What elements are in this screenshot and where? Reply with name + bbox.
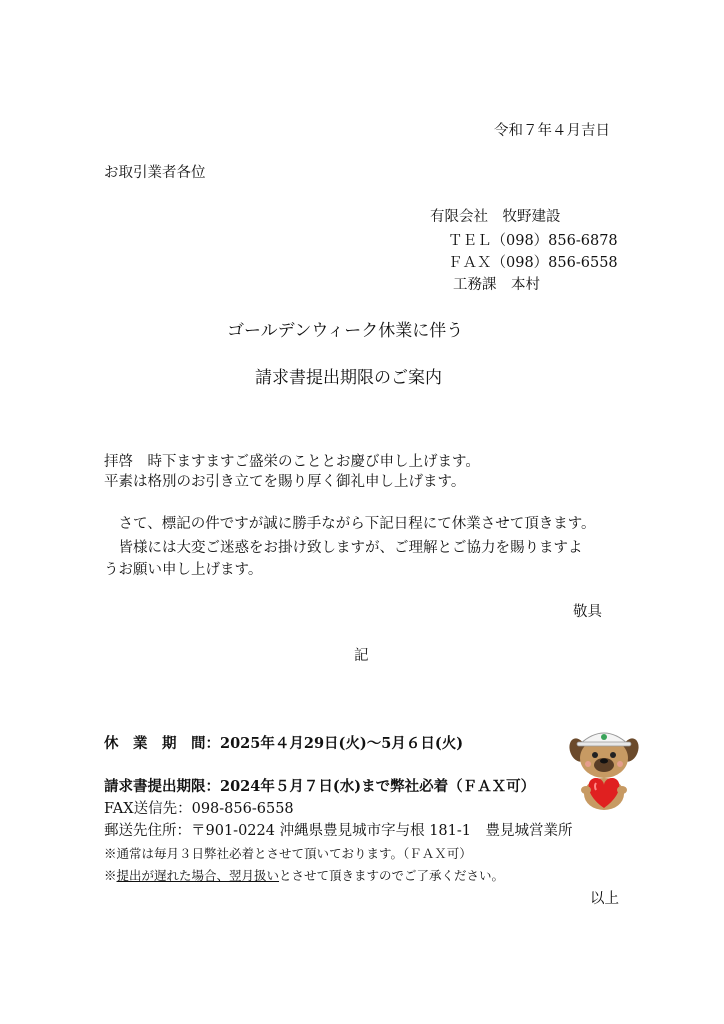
greeting-line-2: 平素は格別のお引き立てを賜り厚く御礼申し上げます。 [104, 474, 466, 490]
dog-mascot-illustration [566, 728, 642, 812]
ki-marker: 記 [354, 648, 369, 664]
greeting-line-1: 拝啓 時下ますますご盛栄のこととお慶び申し上げます。 [104, 454, 480, 470]
fax-destination: FAX送信先：098-856-6558 [104, 801, 294, 817]
sender-tel: ＴＥＬ（098）856-6878 [448, 233, 618, 249]
body-paragraph-2b: うお願い申し上げます。 [104, 562, 263, 578]
note-1: ※通常は毎月３日弊社必着とさせて頂いております。（ＦＡＸ可） [104, 846, 472, 861]
recipient: お取引業者各位 [104, 165, 206, 181]
body-paragraph-2a: 皆様には大変ご迷惑をお掛け致しますが、ご理解とご協力を賜りますよ [104, 540, 583, 556]
sender-dept: 工務課 本村 [453, 277, 540, 293]
issue-date: 令和７年４月吉日 [494, 123, 610, 139]
note-2-mark: ※ [104, 868, 117, 883]
mail-address: 郵送先住所：〒901-0224 沖縄県豊見城市字与根 181-1 豊見城営業所 [104, 823, 573, 839]
sender-company: 有限会社 牧野建設 [430, 209, 561, 225]
note-2-underlined: 提出が遅れた場合、翌月扱い [116, 868, 280, 883]
closing-keigu: 敬具 [573, 604, 602, 620]
holiday-period: 休 業 期 間：2025年４月29日(火)～5月６日(火) [104, 735, 464, 752]
end-marker: 以上 [590, 891, 619, 907]
sender-fax: ＦＡＸ（098）856-6558 [448, 255, 618, 271]
invoice-deadline: 請求書提出期限：2024年５月７日(水)まで弊社必着（ＦＡＸ可） [104, 778, 536, 795]
note-2-rest: とさせて頂きますのでご了承ください。 [279, 868, 505, 883]
body-paragraph-1: さて、標記の件ですが誠に勝手ながら下記日程にて休業させて頂きます。 [104, 516, 596, 532]
title-line-1: ゴールデンウィーク休業に伴う [227, 321, 464, 341]
title-line-2: 請求書提出期限のご案内 [255, 368, 442, 388]
note-2 [104, 870, 504, 883]
